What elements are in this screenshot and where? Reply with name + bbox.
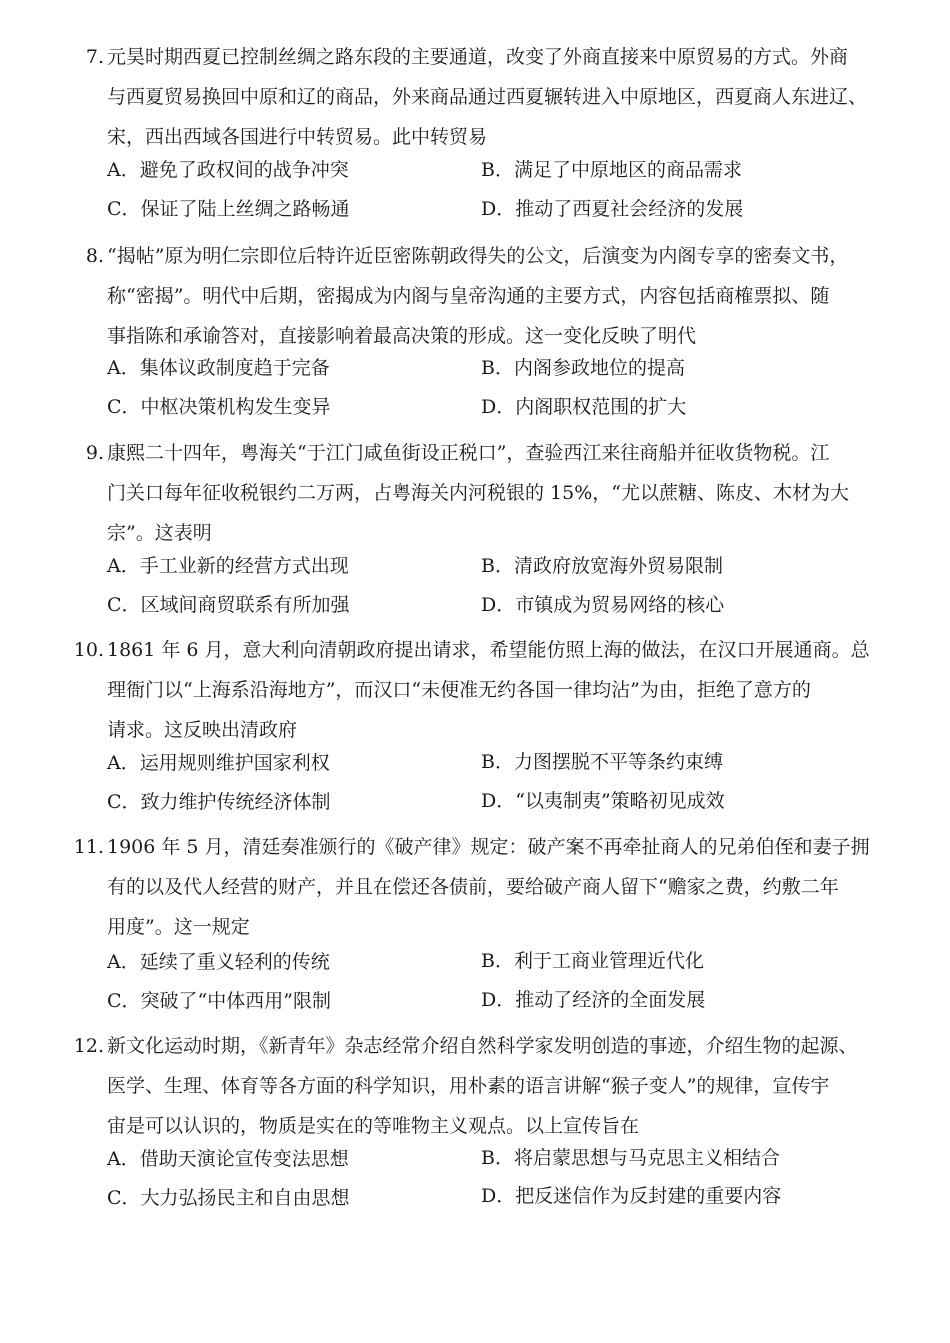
stem-line: 门关口每年征收税银约二万两，占粤海关内河税银的 15%，“尤以蔗糖、陈皮、木材为大	[107, 482, 849, 504]
question-stem	[107, 827, 882, 947]
question-number: 12.	[73, 1035, 104, 1057]
stem-line: 医学、生理、体育等各方面的科学知识，用朴素的语言讲解“猴子变人”的规律，宣传宇	[107, 1075, 830, 1097]
option-b: B．满足了中原地区的商品需求	[481, 159, 742, 181]
option-b: B．利于工商业管理近代化	[481, 950, 704, 972]
option-c: C．突破了“中体西用”限制	[107, 990, 331, 1012]
option-c: C．区域间商贸联系有所加强	[107, 594, 350, 616]
option-a: A．集体议政制度趋于完备	[107, 357, 330, 379]
stem-line: “揭帖”原为明仁宗即位后特许近臣密陈朝政得失的公文，后演变为内阁专享的密奏文书，	[107, 245, 849, 267]
option-a: A．运用规则维护国家利权	[107, 752, 330, 774]
question-number: 8.	[85, 245, 104, 267]
option-d: D．内阁职权范围的扩大	[481, 396, 687, 418]
stem-line: 与西夏贸易换回中原和辽的商品，外来商品通过西夏辗转进入中原地区，西夏商人东进辽、	[107, 86, 868, 108]
stem-line: 宋，西出西域各国进行中转贸易。此中转贸易	[107, 126, 488, 148]
option-c: C．保证了陆上丝绸之路畅通	[107, 198, 350, 220]
option-a: A．避免了政权间的战争冲突	[107, 159, 349, 181]
option-c: C．致力维护传统经济体制	[107, 791, 331, 813]
option-c: C．大力弘扬民主和自由思想	[107, 1187, 350, 1209]
stem-line: 称“密揭”。明代中后期，密揭成为内阁与皇帝沟通的主要方式，内容包括商榷票拟、随	[107, 285, 830, 307]
stem-line: 用度”。这一规定	[107, 916, 250, 938]
stem-line: 元昊时期西夏已控制丝绸之路东段的主要通道，改变了外商直接来中原贸易的方式。外商	[107, 46, 849, 68]
option-b: B．将启蒙思想与马克思主义相结合	[481, 1147, 780, 1169]
stem-line: 事指陈和承谕答对，直接影响着最高决策的形成。这一变化反映了明代	[107, 325, 697, 347]
stem-line: 有的以及代人经营的财产，并且在偿还各债前，要给破产商人留下“赡家之费，约敷二年	[107, 876, 839, 898]
option-a: A．延续了重义轻利的传统	[107, 951, 330, 973]
question-stem	[107, 37, 882, 157]
question-stem	[107, 433, 882, 553]
option-b: B．清政府放宽海外贸易限制	[481, 555, 723, 577]
question-stem	[107, 236, 882, 356]
stem-line: 新文化运动时期，《新青年》杂志经常介绍自然科学家发明创造的事迹，介绍生物的起源、	[107, 1035, 858, 1057]
option-b: B．力图摆脱不平等条约束缚	[481, 751, 723, 773]
stem-line: 理衙门以“上海系沿海地方”，而汉口“未便准无约各国一律均沾”为由，拒绝了意方的	[107, 679, 811, 701]
stem-line: 宗”。这表明	[107, 522, 212, 544]
option-a: A．借助天演论宣传变法思想	[107, 1148, 349, 1170]
question-number: 9.	[85, 442, 104, 464]
question-stem	[107, 1026, 882, 1146]
option-d: D．推动了经济的全面发展	[481, 989, 706, 1011]
stem-line: 请求。这反映出清政府	[107, 719, 298, 741]
question-number: 10.	[73, 639, 104, 661]
option-a: A．手工业新的经营方式出现	[107, 555, 349, 577]
question-number: 11.	[73, 836, 104, 858]
question-stem	[107, 630, 882, 750]
option-b: B．内阁参政地位的提高	[481, 357, 685, 379]
stem-line: 宙是可以认识的，物质是实在的等唯物主义观点。以上宣传旨在	[107, 1115, 640, 1137]
question-number: 7.	[85, 46, 104, 68]
stem-line: 1906 年 5 月，清廷奏准颁行的《破产律》规定：破产案不再牵扯商人的兄弟伯侄和妻子拥	[107, 836, 870, 858]
option-d: D．“以夷制夷”策略初见成效	[481, 790, 725, 812]
stem-line: 康熙二十四年，粤海关“于江门咸鱼街设正税口”，查验西江来往商船并征收货物税。江	[107, 442, 830, 464]
option-d: D．把反迷信作为反封建的重要内容	[481, 1185, 782, 1207]
stem-line: 1861 年 6 月，意大利向清朝政府提出请求，希望能仿照上海的做法，在汉口开展通商。总	[107, 639, 870, 661]
option-d: D．市镇成为贸易网络的核心	[481, 594, 725, 616]
option-c: C．中枢决策机构发生变异	[107, 396, 331, 418]
option-d: D．推动了西夏社会经济的发展	[481, 198, 744, 220]
